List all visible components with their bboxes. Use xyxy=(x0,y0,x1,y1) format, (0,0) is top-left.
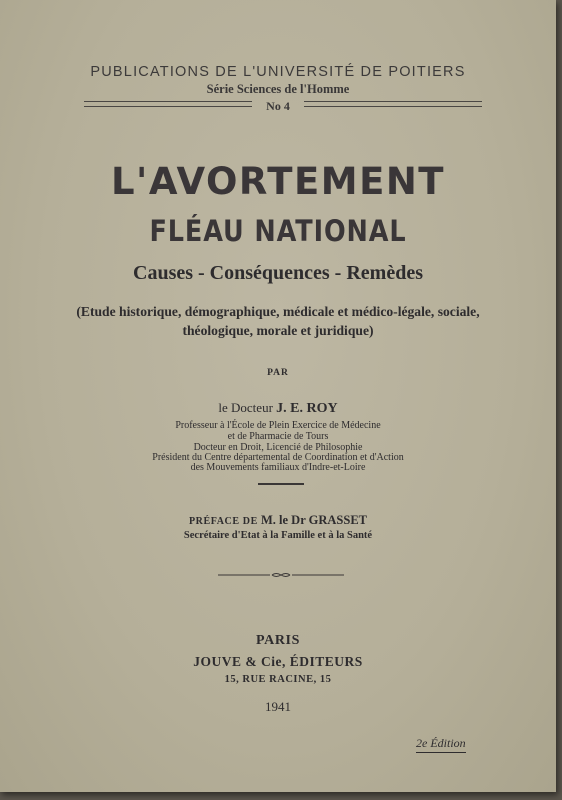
imprint-city: PARIS xyxy=(256,633,300,648)
preface-line xyxy=(0,513,556,528)
book-title: L'AVORTEMENT xyxy=(110,160,446,203)
preface-name-prefix: M. le xyxy=(260,513,289,527)
author-prefix: le Docteur xyxy=(218,400,273,415)
author-credential: Docteur en Droit, Licencié de Philosophie xyxy=(193,442,363,453)
par-label: PAR xyxy=(267,368,289,378)
edition-label: 2e Édition xyxy=(416,736,466,753)
description-line-2: théologique, morale et juridique) xyxy=(182,323,374,338)
description-line-1: (Etude historique, démographique, médicale et médico-légale, sociale, xyxy=(76,304,480,319)
publisher-line: PUBLICATIONS DE L'UNIVERSITÉ DE POITIERS xyxy=(90,64,466,80)
author-credential: des Mouvements familiaux d'Indre-et-Loire xyxy=(190,462,366,473)
author-name: J. E. ROY xyxy=(276,401,338,416)
series-line: Série Sciences de l'Homme xyxy=(206,82,350,96)
preface-name: GRASSET xyxy=(308,513,368,527)
divider-rule xyxy=(258,483,304,485)
author-line xyxy=(0,400,556,417)
book-tagline: Causes - Conséquences - Remèdes xyxy=(133,262,423,284)
ornament-divider-icon xyxy=(218,572,344,578)
header-rule-right xyxy=(304,101,482,107)
imprint-publisher: JOUVE & Cie, ÉDITEURS xyxy=(193,654,363,669)
series-number: No 4 xyxy=(266,99,290,113)
author-credential: Président du Centre départemental de Coordination et d'Action xyxy=(152,452,404,463)
author-credential: et de Pharmacie de Tours xyxy=(227,431,329,442)
preface-label: PRÉFACE DE xyxy=(188,516,258,527)
book-subtitle: FLÉAU NATIONAL xyxy=(149,214,407,248)
imprint-address: 15, RUE RACINE, 15 xyxy=(224,674,332,685)
preface-role: Secrétaire d'Etat à la Famille et à la Santé xyxy=(183,530,373,541)
preface-dr: Dr xyxy=(291,513,306,527)
author-credential: Professeur à l'École de Plein Exercice de Médecine xyxy=(175,420,381,431)
imprint-year: 1941 xyxy=(265,699,291,714)
